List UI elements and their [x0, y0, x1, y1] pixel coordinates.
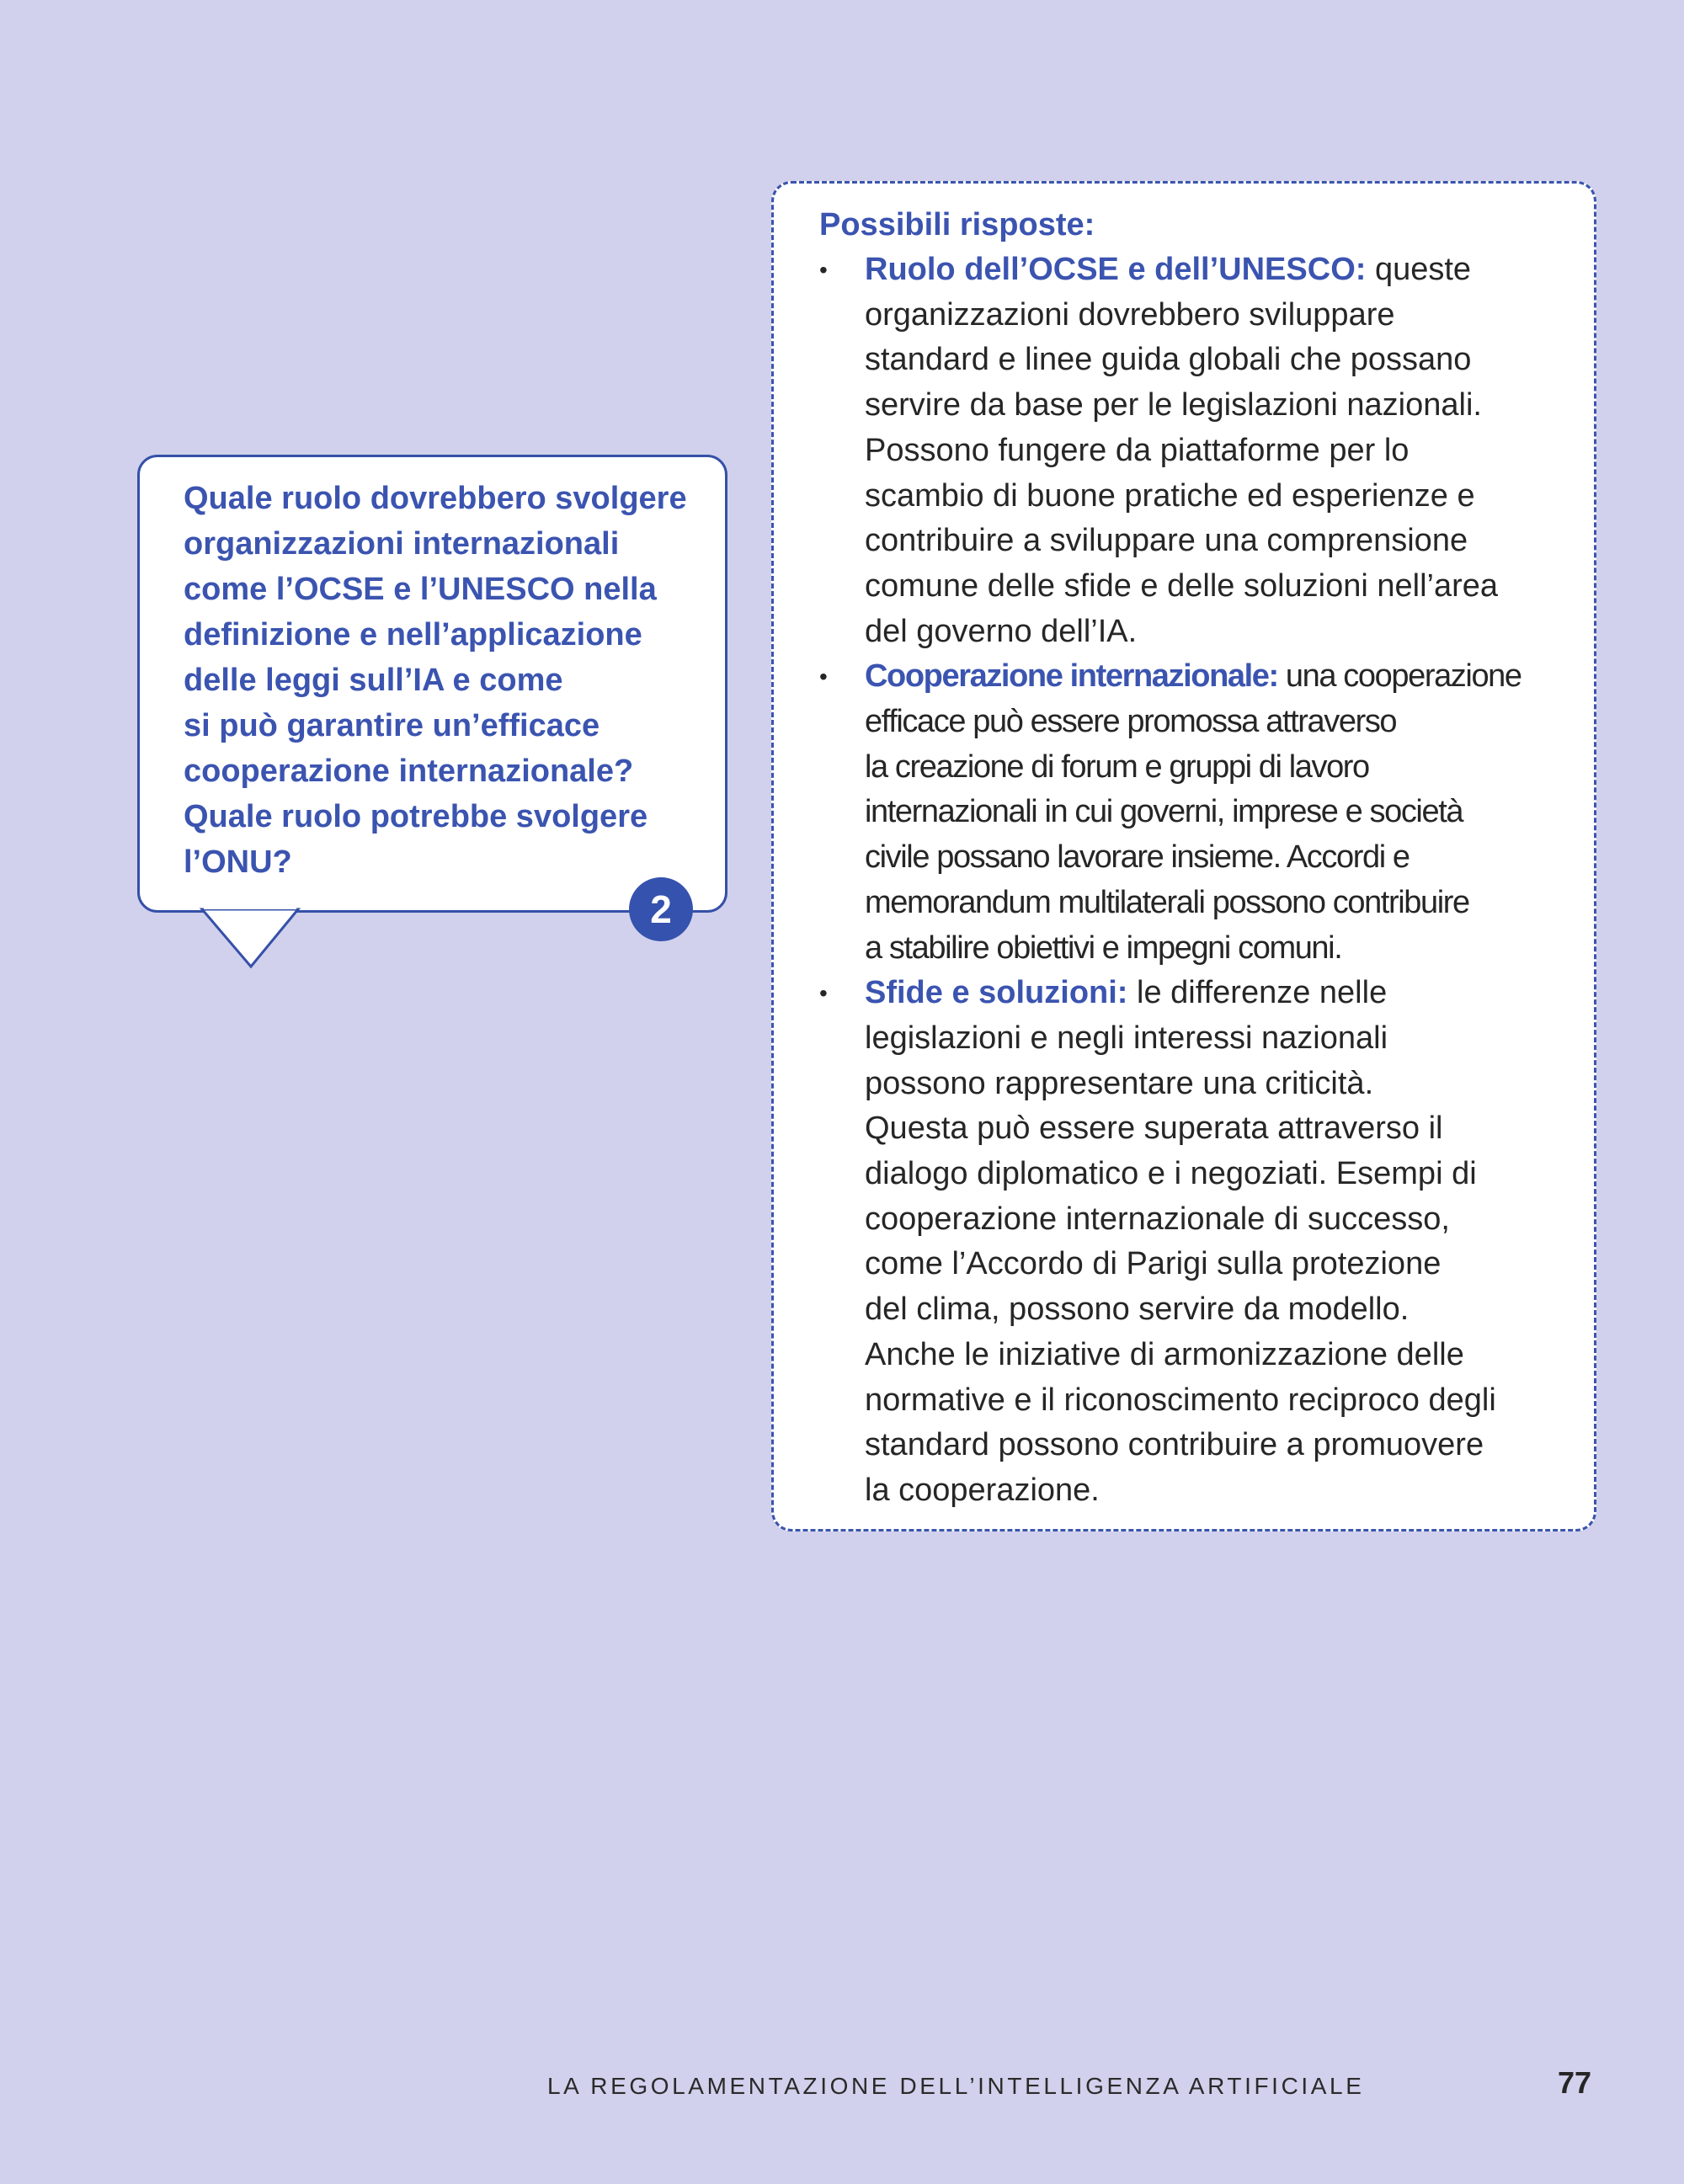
answer-item-cooperazione	[819, 654, 1577, 971]
answer-item-heading: Cooperazione internazionale:	[865, 658, 1278, 695]
speech-bubble-tail	[202, 909, 303, 968]
answer-item-sfide-soluzioni	[819, 971, 1577, 1513]
question-bubble	[137, 455, 727, 913]
answer-item-ocse-unesco	[819, 248, 1577, 654]
question-number-badge: 2	[629, 877, 693, 941]
bullet-icon: •	[819, 257, 828, 283]
running-footer-title: LA REGOLAMENTAZIONE DELL’INTELLIGENZA ARTIFICIALE	[547, 2073, 1365, 2099]
question-text: Quale ruolo dovrebbero svolgere organizzazioni internazionali come l’OCSE e l’UNESCO nella definizione e nell’applicazione delle leggi sull’IA e come si può garantire un’efficace cooperazione internazionale? Quale ruolo potrebbe svolgere l’ONU?	[184, 481, 687, 880]
answer-item-body: queste organizzazioni dovrebbero sviluppare standard e linee guida globali che possano servire da base per le legislazioni nazionali. Possono fungere da piattaforme per lo scambio di buone pratiche ed esperienze e contribuire a sviluppare una comprensione comune delle sfide e delle soluzioni nell’area del governo dell’IA.	[865, 252, 1499, 649]
answers-title: Possibili risposte:	[819, 207, 1095, 242]
answer-item-heading: Ruolo dell’OCSE e dell’UNESCO:	[865, 252, 1367, 287]
answer-item-body: una cooperazione efficace può essere promossa attraverso la creazione di forum e gruppi di lavoro internazionali in cui governi, imprese e società civile possano lavorare insieme. Accordi e memorandum multilaterali possono contribuire a stabilire obiettivi e impegni comuni.	[865, 658, 1521, 966]
answer-item-body: le differenze nelle legislazioni e negli interessi nazionali possono rappresentare una criticità. Questa può essere superata attraverso il dialogo diplomatico e i negoziati. Esempi di cooperazione internazionale di successo, come l’Accordo di Parigi sulla protezione del clima, possono servire da modello. Anche le iniziative di armonizzazione delle normative e il riconoscimento reciproco degli standard possono contribuire a promuovere la cooperazione.	[865, 975, 1496, 1508]
answers-box	[771, 181, 1596, 1531]
page-number: 77	[1558, 2065, 1592, 2100]
bullet-icon: •	[819, 980, 828, 1007]
answers-list	[819, 248, 1577, 1514]
answer-item-heading: Sfide e soluzioni:	[865, 975, 1128, 1011]
bullet-icon: •	[819, 663, 827, 690]
